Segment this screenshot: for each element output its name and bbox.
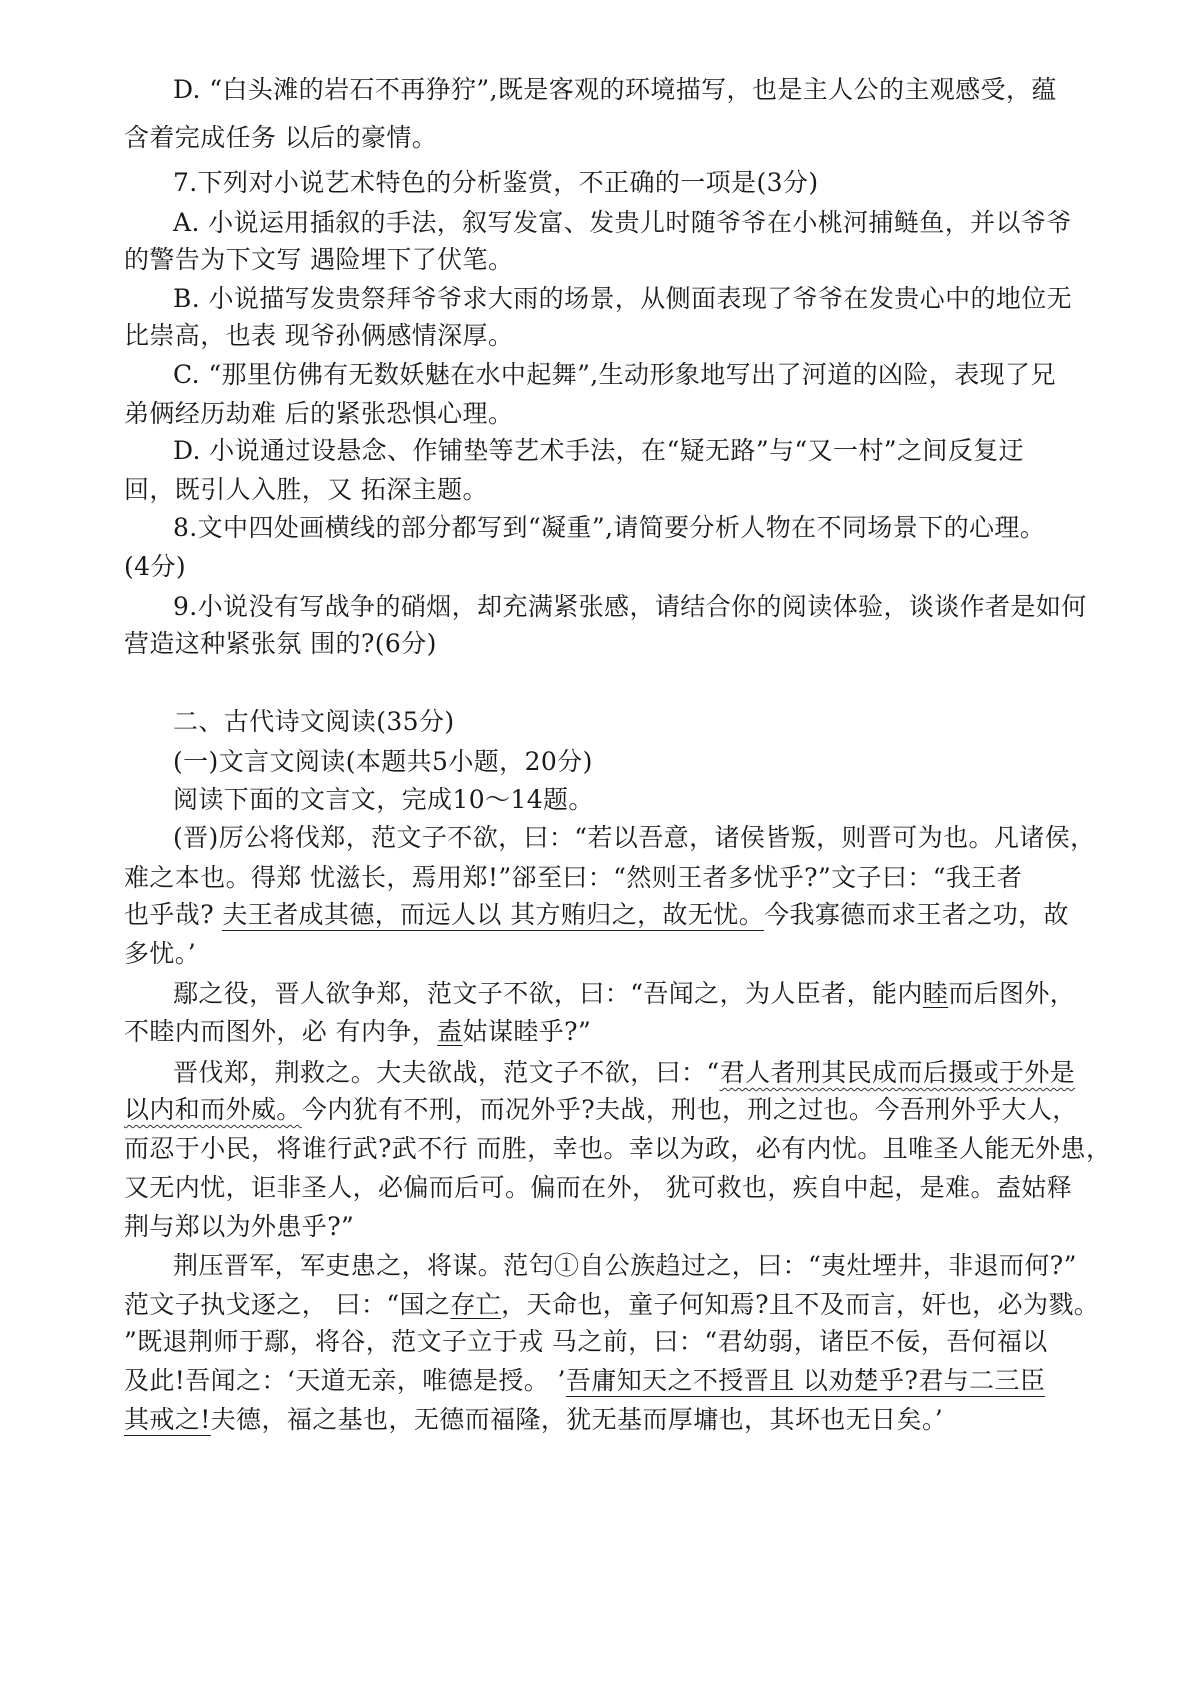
- question-7: 7.下列对小说艺术特色的分析鉴赏，不正确的一项是(3分): [173, 168, 819, 197]
- passage-line: (晋)厉公将伐郑，范文子不欲，曰：“若以吾意，诸侯皆叛，则晋可为也。凡诸侯，: [173, 823, 1096, 852]
- text-line: 营造这种紧张氛 围的?(6分): [124, 629, 437, 658]
- question-9: 9.小说没有写战争的硝烟，却充满紧张感，请结合你的阅读体验，谈谈作者是如何: [173, 592, 1087, 621]
- wavy-underlined-sentence: 以内和而外威。: [124, 1095, 302, 1124]
- wavy-underlined-sentence: 君人者刑其民成而后摄或于外是: [719, 1058, 1076, 1087]
- passage-line: 荆压晋军，军吏患之，将谋。范匄①自公族趋过之，曰：“夷灶堙井，非退而何?”: [173, 1251, 1077, 1280]
- passage-line: 多忧。’: [124, 939, 197, 968]
- marked-word: 存亡: [450, 1290, 502, 1319]
- option-b: B. 小说描写发贵祭拜爷爷求大雨的场景，从侧面表现了爷爷在发贵心中的地位无: [173, 284, 1073, 313]
- passage-line: 鄢之役，晋人欲争郑，范文子不欲，曰：“吾闻之，为人臣者，能内睦而后图外，: [173, 979, 1076, 1008]
- option-d: D. 小说通过设悬念、作铺垫等艺术手法，在“疑无路”与“又一村”之间反复迂: [173, 436, 1024, 465]
- passage-line: 范文子执戈逐之， 曰：“国之存亡，天命也，童子何知焉?且不及而言，奸也，必为戮。: [124, 1290, 1100, 1319]
- passage-line: 而忍于小民，将谁行武?武不行 而胜，幸也。幸以为政，必有内忧。且唯圣人能无外患，: [124, 1134, 1112, 1163]
- passage-line: 以内和而外威。今内犹有不刑，而况外乎?夫战，刑也，刑之过也。今吾刑外乎大人，: [124, 1095, 1078, 1124]
- passage-line: ”既退荆师于鄢，将谷，范文子立于戎 马之前，曰：“君幼弱，诸臣不佞，吾何福以: [124, 1327, 1048, 1356]
- passage-line: 晋伐郑，荆救之。大夫欲战，范文子不欲，曰：“君人者刑其民成而后摄或于外是: [173, 1058, 1076, 1087]
- text-line: (4分): [124, 552, 187, 581]
- text-line: 比崇高，也表 现爷孙俩感情深厚。: [124, 321, 514, 350]
- option-c: C. “那里仿佛有无数妖魅在水中起舞”,生动形象地写出了河道的凶险，表现了兄: [173, 360, 1056, 389]
- passage-line: 其戒之!夫德，福之基也，无德而福隆，犹无基而厚墉也，其坏也无日矣。’: [124, 1405, 944, 1434]
- text-line: 回，既引人入胜，又 拓深主题。: [124, 475, 488, 504]
- passage-line: 也乎哉? 夫王者成其德，而远人以 其方贿归之，故无忧。今我寡德而求王者之功，故: [124, 900, 1069, 929]
- subsection-heading: (一)文言文阅读(本题共5小题，20分): [173, 747, 593, 776]
- text-line: 的警告为下文写 遇险埋下了伏笔。: [124, 245, 514, 274]
- passage-line: 不睦内而图外，必 有内争，盍姑谋睦乎?”: [124, 1017, 592, 1046]
- marked-word: 睦: [922, 979, 949, 1008]
- option-a: A. 小说运用插叙的手法，叙写发富、发贵儿时随爷爷在小桃河捕鲢鱼，并以爷爷: [173, 208, 1072, 237]
- passage-line: 难之本也。得郑 忧滋长，焉用郑!”郤至曰：“然则王者多忧乎?”文子曰：“我王者: [124, 863, 1023, 892]
- question-8: 8.文中四处画横线的部分都写到“凝重”,请简要分析人物在不同场景下的心理。: [173, 513, 1046, 542]
- underlined-sentence: 吾庸知天之不授晋且 以劝楚乎?君与二三臣: [565, 1366, 1046, 1395]
- text-line: D. “白头滩的岩石不再狰狞”,既是客观的环境描写，也是主人公的主观感受，蕴: [173, 75, 1057, 104]
- section-heading: 二、古代诗文阅读(35分): [173, 707, 455, 736]
- passage-line: 及此!吾闻之：‘天道无亲，唯德是授。 ’吾庸知天之不授晋且 以劝楚乎?君与二三臣: [124, 1366, 1046, 1395]
- passage-line: 又无内忧，讵非圣人，必偏而后可。偏而在外， 犹可救也，疾自中起，是难。盍姑释: [124, 1173, 1073, 1202]
- marked-word: 盍: [437, 1017, 463, 1046]
- underlined-sentence: 其戒之!: [124, 1405, 211, 1434]
- instruction: 阅读下面的文言文，完成10～14题。: [173, 785, 594, 814]
- text-line: 含着完成任务 以后的豪情。: [124, 123, 438, 152]
- text-line: 弟俩经历劫难 后的紧张恐惧心理。: [124, 399, 514, 428]
- underlined-sentence: 夫王者成其德，而远人以 其方贿归之，故无忧。: [222, 900, 765, 929]
- passage-line: 荆与郑以为外患乎?”: [124, 1212, 355, 1241]
